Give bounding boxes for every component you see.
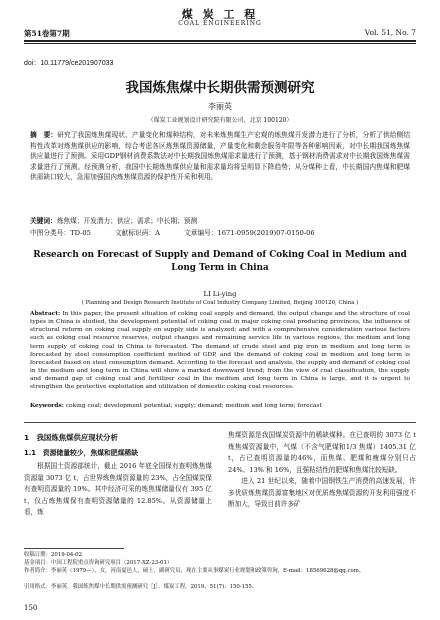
section-heading-1: 1 我国炼焦煤供应现状分析 (24, 433, 118, 442)
body-paragraph: 进入 21 世纪以来，随着中国钢铁生产消费的高速发展，许多优质炼焦煤资源富集地区对优质炼焦煤资源的开发利用强度不断加大，导致目前许多矿 (228, 477, 416, 508)
abstract-zh-label: 摘 要： (30, 131, 58, 139)
keywords-zh-text: 炼焦煤；开发潜力；供应；需求；中长期；预测 (56, 217, 198, 225)
keywords-zh (30, 215, 410, 225)
body-paragraph: 根据国土资源部统计，截止 2016 年底全国保有查明炼焦煤资源量 3073 亿 t，占世界炼焦煤资源量的 23%，占全国煤炭保有查明资源量的 19%。其中经济可采的炼焦煤储量仅有 395 亿 t，仅占炼焦煤保有查明资源储量的 12.85%。从资源储量上看，炼 (24, 462, 212, 516)
volume-zh: 第51卷第7期 (24, 29, 70, 38)
author: 李丽英 (208, 102, 232, 111)
body-left-column (24, 430, 212, 519)
classification-meta (30, 227, 337, 237)
footnote-received: 收稿日期：2019-04-02 (24, 552, 83, 558)
footnote-citation: 引用格式：李丽英．我国炼焦煤中长期供需预测研究［J］．煤炭工程，2019，51(7)：150-155. (24, 584, 254, 590)
english-affiliation: ( Planning and Design Research Institute of Coal Industry Company Limited, Beijing 100120, China ) (81, 300, 359, 306)
section-heading-1-1: 1.1 资源储量较少，焦煤和肥煤稀缺 (24, 448, 138, 457)
keywords-en-text: coking coal; development potential; supply; demand; medium and long term; forecast (63, 403, 322, 409)
section-divider (24, 422, 416, 423)
paper-title: 我国炼焦煤中长期供需预测研究 (125, 80, 315, 96)
keywords-zh-label: 关键词： (30, 217, 57, 225)
journal-title-en: COAL ENGINEERING (178, 20, 262, 27)
body-right-column (228, 430, 416, 511)
doi[interactable]: doi：10.11779/ce201907033 (24, 60, 114, 67)
abstract-zh-text: 研究了我国炼焦煤现状、产量变化和煤种结构，对未来炼焦煤生产宏观的炼焦煤开发潜力进行了分析，分析了供给侧结构性改革对炼焦煤供应的影响，综合考虑各区炼焦煤资源储量，产量变化和剩余服务年限等各种影响因素，对中长期我国炼焦煤供应量进行了预测。采用GDP钢材消费系数法对中长期我国炼焦煤需求量进行了预测，基于钢材消费需求对中长期我国炼焦煤需求量进行了预测。经预测分析，我国中长期炼焦煤供应量和需求量均将呈明显下降趋势；从分煤种上看，中长期国内焦煤和肥煤供需缺口较大，急需加强国内炼焦煤资源的保护性开采和利用。 (30, 131, 411, 182)
article-number: 文章编号：1671-0959(2019)07-0150-06 (184, 229, 315, 237)
header-rule (24, 40, 416, 42)
keywords-en (30, 402, 410, 410)
abstract-en (30, 310, 410, 392)
english-author: LI Li-ying (203, 290, 237, 298)
header-rule-thin (24, 43, 416, 44)
document-code: 文献标识码：A (114, 229, 160, 237)
footnote-author-bio: 作者简介：李丽英（1979—），女，河南夏邑人，硕士，副研究员，现在主要从事煤炭行业规划和政策咨询，E-mail：18569628@qq.com。 (24, 568, 365, 574)
body-paragraph: 焦煤资源是我国煤炭资源中的稀缺煤种。在已查明的 3073 亿 t 炼焦煤资源量中，气煤（不含气肥煤和1/3 焦煤）1405.31 亿 t，占已查明资源量的46%，而焦煤、肥煤和瘦煤分别只占 24%、13% 和 16%，且强粘结性的肥煤和焦煤比较短缺。 (228, 431, 416, 474)
journal-title-zh: 煤 炭 工 程 (181, 8, 259, 21)
volume-en: Vol. 51, No. 7 (364, 28, 416, 37)
abstract-zh (30, 130, 410, 183)
clc-number: 中图分类号：TD-05 (30, 229, 91, 237)
abstract-en-label: Abstract: (30, 310, 61, 317)
abstract-en-text: In this paper, the present situation of coking coal supply and demand, the output change and the structure of coal types in China is studied, the development potential of coking coal in major coking coal producing provinces, the influence of structural reform on coking coal supply on supply side is analyzed; and with a comprehensive consideration various factors such as coking coal resource reserves, output changes and remaining service life in various regions, the medium and long term supply of coking coal in China is forecasted. The demand of crude steel and pig iron in medium and long term is forecasted by steel consumption coefficient method of GDP, and the demand of coking coal in medium and long term is forecasted based on steel consumption demand. According to the forecast and analysis, the supply and demand of coking coal in the medium and long term in China will show a marked downward trend; from the view of coal classification, the supply and demand gap of coking coal and fertilizer coal in the medium and long term in China is large, and it is urgent to strengthen the protective exploitation and utilization of domestic coking coal resources. (30, 311, 410, 391)
keywords-en-label: Keywords: (30, 402, 64, 409)
english-title: Research on Forecast of Supply and Demand of Coking Coal in Medium and Long Term in China (33, 250, 407, 273)
footnote-fund: 基金项目：中国工程院重点咨询研究项目（2017-XZ-23-01） (24, 560, 173, 566)
page-number: 150 (24, 604, 38, 612)
affiliation: （煤炭工业规划设计研究院有限公司，北京 100120） (147, 117, 293, 124)
footnote-rule (24, 548, 124, 549)
